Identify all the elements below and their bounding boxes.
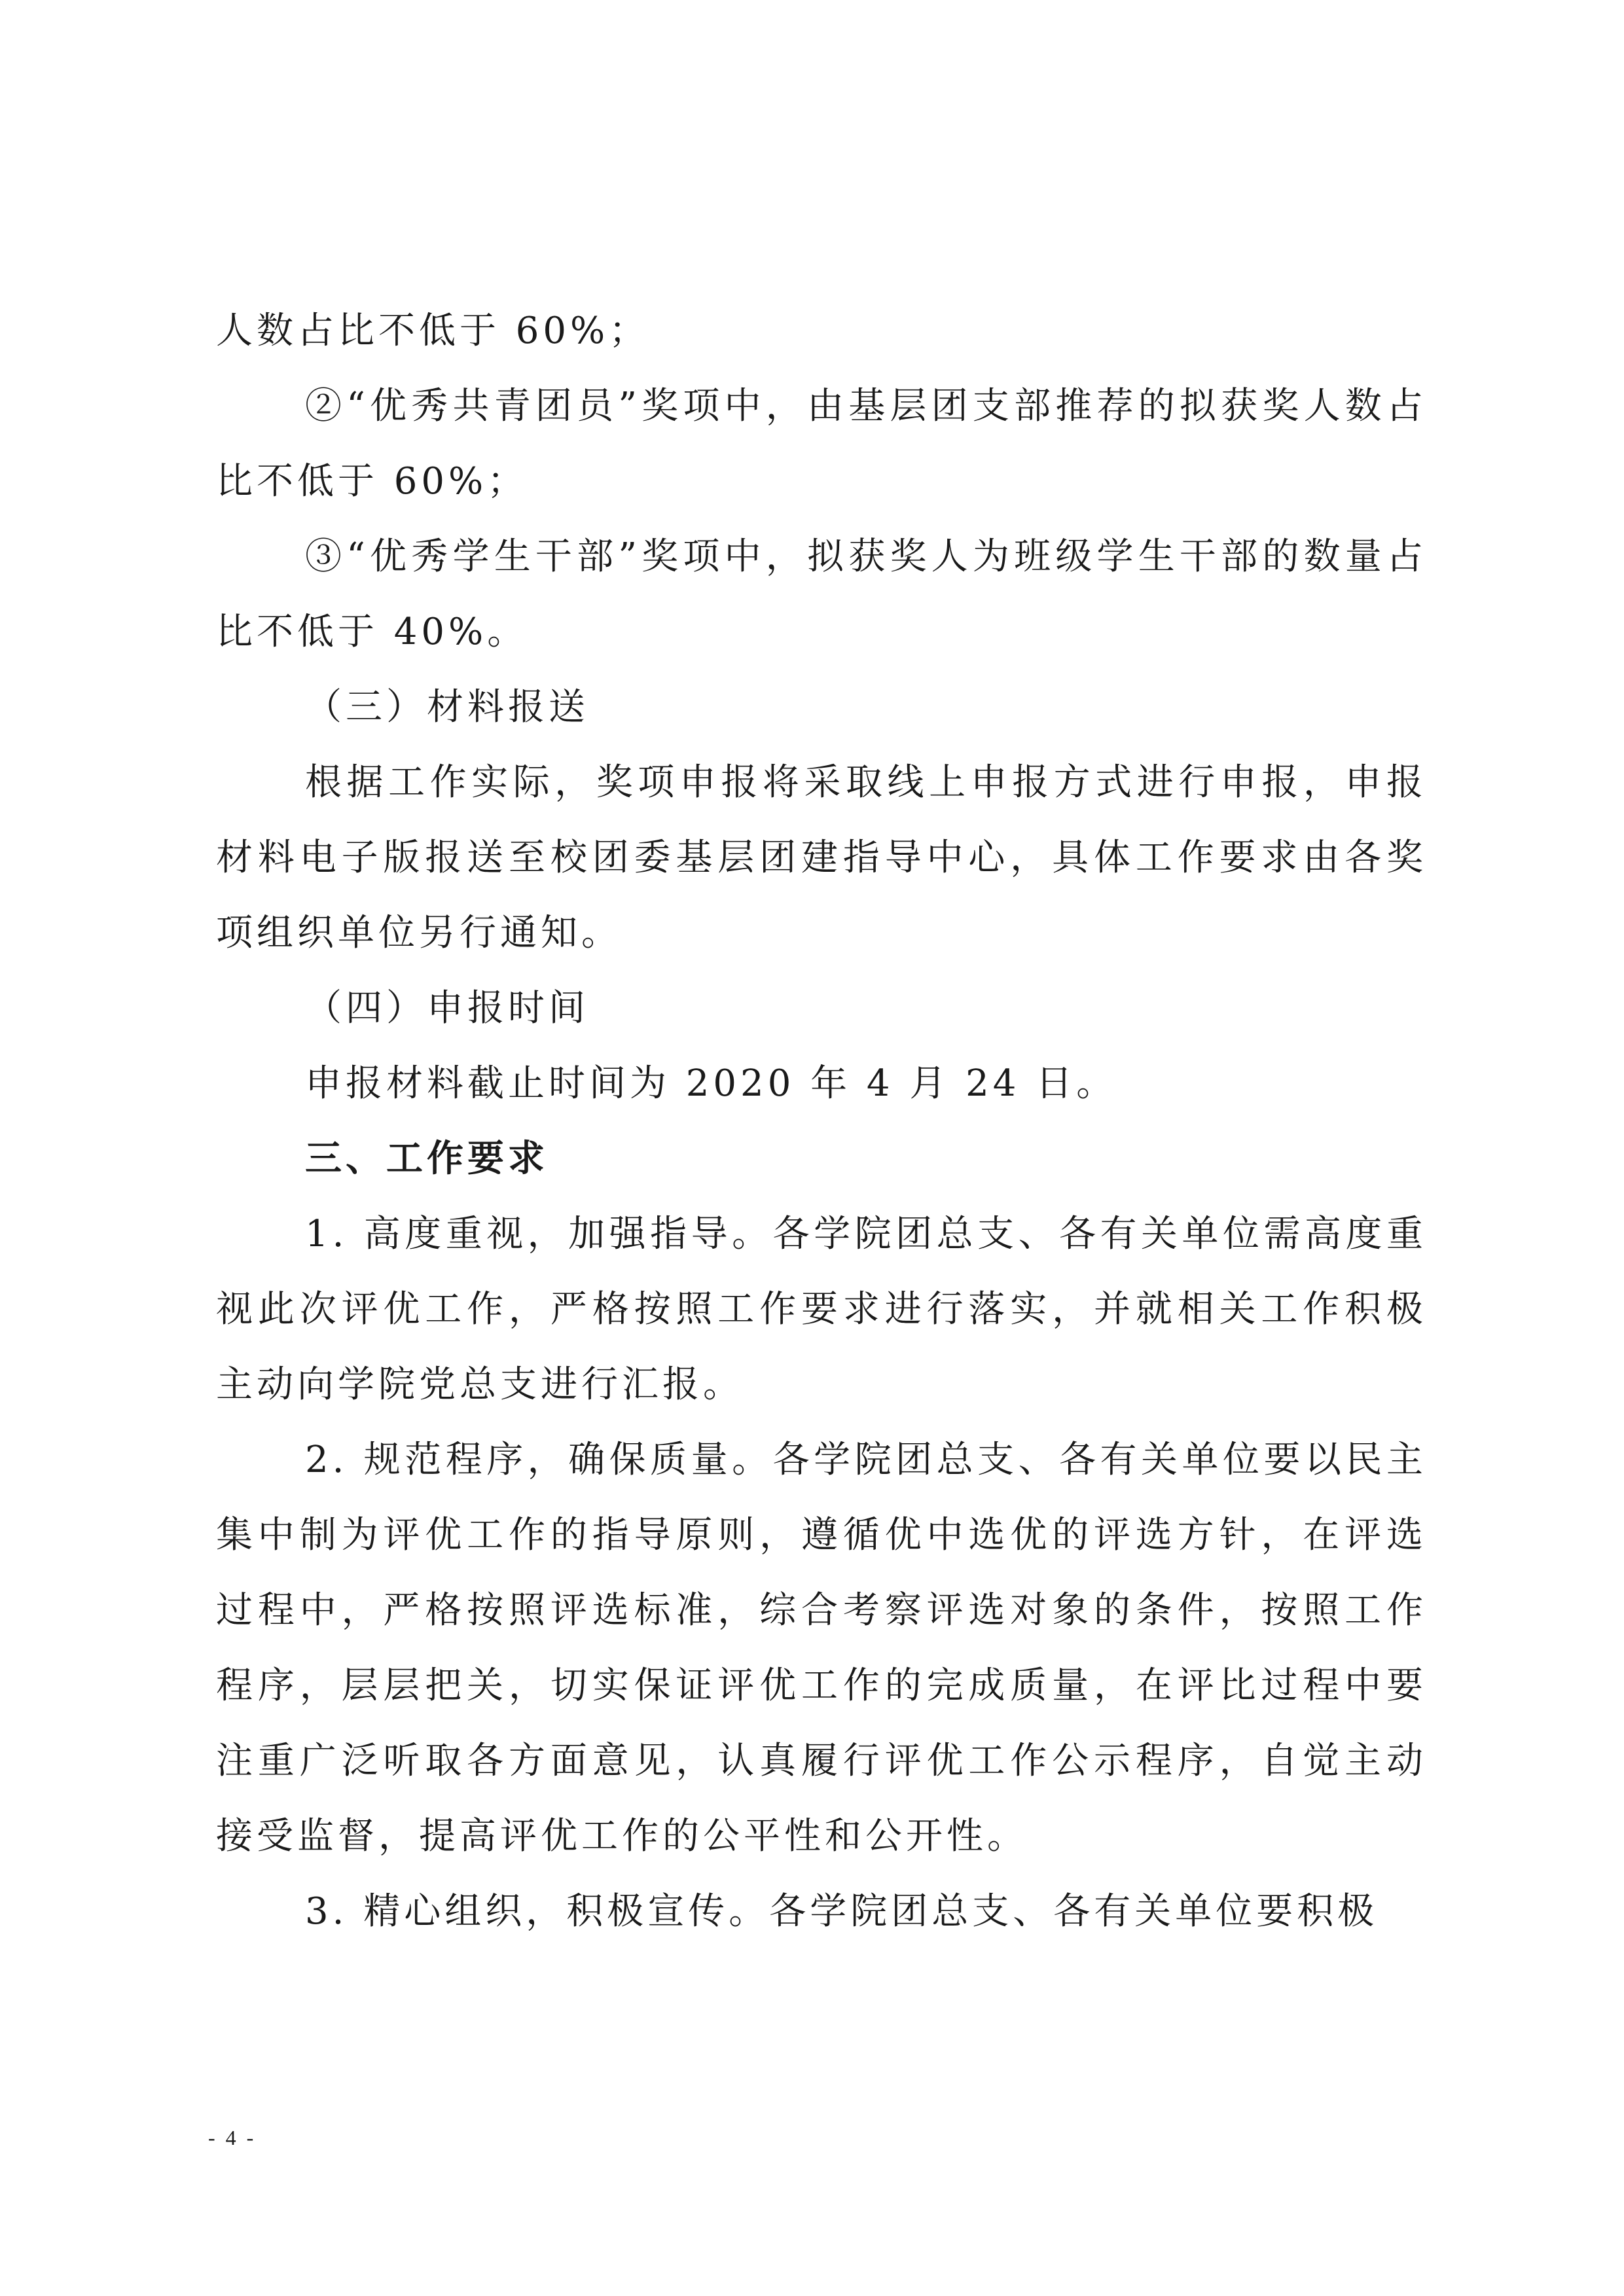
paragraph-requirement-2: 2. 规范程序，确保质量。各学院团总支、各有关单位要以民主集中制为评优工作的指导原则，遵循优中选优的评选方针，在评选过程中，严格按照评选标准，综合考察评选对象的条件，按照工作程序，层层把关，切实保证评优工作的完成质量，在评比过程中要注重广泛听取各方面意见，认真履行评优工作公示程序，自觉主动接受监督，提高评优工作的公平性和公开性。 <box>216 1439 1427 1857</box>
page-number: - 4 - <box>208 2126 257 2149</box>
paragraph-continuation: 人数占比不低于 60%； <box>216 310 650 352</box>
paragraph-requirement-3: 3. 精心组织，积极宣传。各学院团总支、各有关单位要积极 <box>305 1890 1379 1933</box>
paragraph-requirement-1: 1. 高度重视，加强指导。各学院团总支、各有关单位需高度重视此次评优工作，严格按照工作要求进行落实，并就相关工作积极主动向学院党总支进行汇报。 <box>216 1213 1427 1406</box>
paragraph-item-3: ③“优秀学生干部”奖项中，拟获奖人为班级学生干部的数量占比不低于 40%。 <box>216 535 1427 653</box>
subheading-materials: （三）材料报送 <box>305 686 589 728</box>
paragraph-deadline: 申报材料截止时间为 2020 年 4 月 24 日。 <box>305 1062 1117 1105</box>
paragraph-materials: 根据工作实际，奖项申报将采取线上申报方式进行申报，申报材料电子版报送至校团委基层团建指导中心，具体工作要求由各奖项组织单位另行通知。 <box>216 761 1427 954</box>
document-body <box>216 293 1427 1949</box>
paragraph-item-2: ②“优秀共青团员”奖项中，由基层团支部推荐的拟获奖人数占比不低于 60%； <box>216 385 1427 503</box>
section-heading-requirements: 三、工作要求 <box>305 1138 549 1180</box>
subheading-deadline: （四）申报时间 <box>305 987 589 1030</box>
